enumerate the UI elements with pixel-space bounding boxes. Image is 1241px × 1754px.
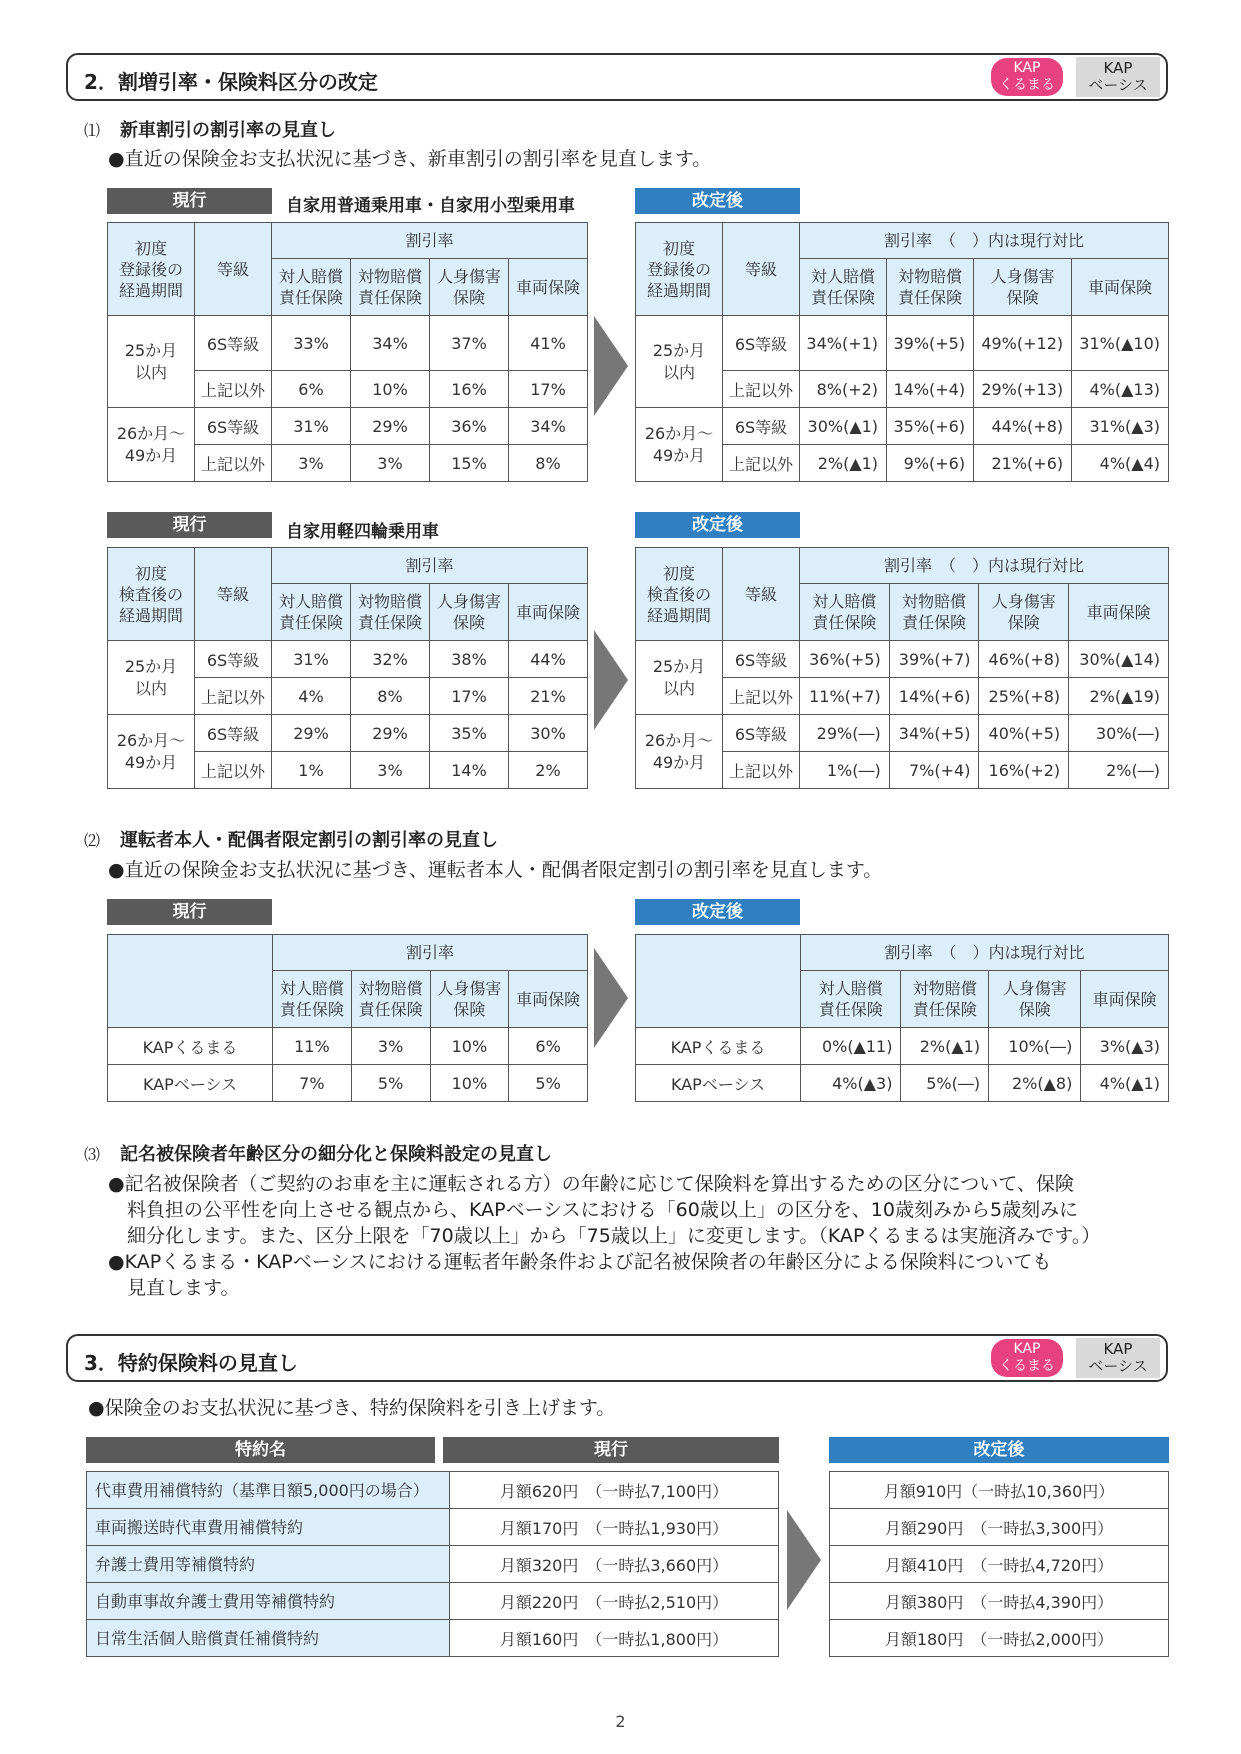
rider-current: 月額620円 （一時払7,100円） xyxy=(450,1472,779,1509)
table1-current xyxy=(107,222,588,482)
grade-other: 上記以外 xyxy=(723,371,800,408)
col-property: 対物賠償 責任保険 xyxy=(889,584,979,641)
grade-other: 上記以外 xyxy=(195,445,272,482)
table-cell: 10%(―) xyxy=(989,1028,1081,1065)
table-cell: 16%(+2) xyxy=(979,752,1069,789)
col-property: 対物賠償 責任保険 xyxy=(351,584,430,641)
grade-6s: 6S等級 xyxy=(723,408,800,445)
period-header: 初度 検査後の 経過期間 xyxy=(636,548,723,641)
table-cell: 11%(+7) xyxy=(800,678,890,715)
section-3-title: 3．特約保険料の見直し xyxy=(84,1351,298,1375)
arrow-right-icon xyxy=(594,630,628,730)
grade-6s: 6S等級 xyxy=(195,408,272,445)
table-cell: 34%(+1) xyxy=(800,316,887,371)
col-personal: 人身傷害 保険 xyxy=(989,971,1081,1028)
table3-current xyxy=(107,934,588,1102)
col-current-label: 現行 xyxy=(443,1437,779,1463)
table-cell: 5%(―) xyxy=(901,1065,989,1102)
table-cell: 3% xyxy=(351,1028,430,1065)
sub3-bullet2-line2: 見直します。 xyxy=(127,1277,240,1299)
row-label: KAPくるまる xyxy=(108,1028,273,1065)
sub2-title: 運転者本人・配偶者限定割引の割引率の見直し xyxy=(120,830,499,851)
table-cell: 36%(+5) xyxy=(800,641,890,678)
discount-rate-compare-header: 割引率 （ ）内は現行対比 xyxy=(800,223,1169,259)
col-personal: 人身傷害 保険 xyxy=(974,259,1072,316)
grade-other: 上記以外 xyxy=(195,752,272,789)
table-cell: 11% xyxy=(273,1028,352,1065)
table2-revised xyxy=(635,547,1169,789)
sub3-bullet1-line3: 細分化します。また、区分上限を「70歳以上」から「75歳以上」に変更します。（KAPくるまるは実施済みです。） xyxy=(127,1225,1101,1247)
col-vehicle: 車両保険 xyxy=(1072,259,1169,316)
table-cell: 17% xyxy=(509,371,588,408)
table-cell: 35% xyxy=(430,715,509,752)
table-cell: 34% xyxy=(509,408,588,445)
col-vehicle: 車両保険 xyxy=(509,259,588,316)
rider-current: 月額220円 （一時払2,510円） xyxy=(450,1583,779,1620)
section-3-header xyxy=(66,1334,1168,1382)
table-cell: 37% xyxy=(430,316,509,371)
grade-6s: 6S等級 xyxy=(195,316,272,371)
table-cell: 0%(▲11) xyxy=(801,1028,901,1065)
sub2-bullet: ●直近の保険金お支払状況に基づき、運転者本人・配偶者限定割引の割引率を見直します。 xyxy=(108,859,883,881)
col-property: 対物賠償 責任保険 xyxy=(901,971,989,1028)
rider-current: 月額170円 （一時払1,930円） xyxy=(450,1509,779,1546)
grade-6s: 6S等級 xyxy=(195,641,272,678)
discount-rate-compare-header: 割引率 （ ）内は現行対比 xyxy=(801,935,1169,971)
table3-revised xyxy=(635,934,1169,1102)
arrow-right-icon xyxy=(594,948,628,1048)
table-cell: 29%(+13) xyxy=(974,371,1072,408)
table-cell: 21%(+6) xyxy=(974,445,1072,482)
table-cell: 41% xyxy=(509,316,588,371)
col-bodily: 対人賠償 責任保険 xyxy=(801,971,901,1028)
table-cell: 3% xyxy=(351,752,430,789)
grade-6s: 6S等級 xyxy=(723,641,800,678)
table-cell: 17% xyxy=(430,678,509,715)
grade-6s: 6S等級 xyxy=(723,316,800,371)
rider-current: 月額320円 （一時払3,660円） xyxy=(450,1546,779,1583)
section-2-header xyxy=(66,53,1168,101)
discount-rate-header: 割引率 xyxy=(272,548,588,584)
revised-label: 改定後 xyxy=(635,512,800,538)
table-cell: 34%(+5) xyxy=(889,715,979,752)
col-bodily: 対人賠償 責任保険 xyxy=(272,259,351,316)
sub3-bullet1-line2: 料負担の公平性を向上させる観点から、KAPベーシスにおける「60歳以上」の区分を、10歳刻みから5歳刻みに xyxy=(127,1199,1079,1221)
sub1-title: 新車割引の割引率の見直し xyxy=(120,120,337,141)
table-cell: 30%(▲1) xyxy=(800,408,887,445)
blank-header xyxy=(108,935,273,1028)
col-property: 対物賠償 責任保険 xyxy=(887,259,974,316)
table-cell: 35%(+6) xyxy=(887,408,974,445)
table-cell: 44% xyxy=(509,641,588,678)
rider-name: 弁護士費用等補償特約 xyxy=(87,1546,450,1583)
period-26-49: 26か月～ 49か月 xyxy=(108,715,195,789)
table1-revised xyxy=(635,222,1169,482)
table2-current xyxy=(107,547,588,789)
table-cell: 36% xyxy=(430,408,509,445)
sub3-number: ⑶ xyxy=(84,1145,101,1164)
table-cell: 2%(▲8) xyxy=(989,1065,1081,1102)
grade-6s: 6S等級 xyxy=(195,715,272,752)
kap-kurumaru-badge: KAP くるまる xyxy=(991,1339,1063,1377)
table-cell: 30%(▲14) xyxy=(1069,641,1169,678)
table-cell: 39%(+5) xyxy=(887,316,974,371)
table-cell: 4%(▲1) xyxy=(1081,1065,1169,1102)
grade-header: 等級 xyxy=(723,223,800,316)
discount-rate-header: 割引率 xyxy=(273,935,588,971)
rider-name: 日常生活個人賠償責任補償特約 xyxy=(87,1620,450,1657)
period-25: 25か月 以内 xyxy=(108,316,195,408)
table-cell: 30%(―) xyxy=(1069,715,1169,752)
sub1-heading xyxy=(84,116,336,142)
rider-revised: 月額910円（一時払10,360円） xyxy=(830,1472,1169,1509)
table-cell: 31% xyxy=(272,641,351,678)
table-cell: 29% xyxy=(351,715,430,752)
table-cell: 2%(▲1) xyxy=(800,445,887,482)
table-cell: 7%(+4) xyxy=(889,752,979,789)
table-cell: 4% xyxy=(272,678,351,715)
table-cell: 3% xyxy=(272,445,351,482)
table-cell: 29% xyxy=(272,715,351,752)
kap-basis-badge: KAP ベーシス xyxy=(1076,57,1160,97)
grade-other: 上記以外 xyxy=(723,752,800,789)
table-cell: 5% xyxy=(351,1065,430,1102)
table-cell: 8%(+2) xyxy=(800,371,887,408)
table-cell: 1%(―) xyxy=(800,752,890,789)
sub3-title: 記名被保険者年齢区分の細分化と保険料設定の見直し xyxy=(120,1144,553,1165)
grade-header: 等級 xyxy=(723,548,800,641)
blank-header xyxy=(636,935,801,1028)
rider-name: 代車費用補償特約（基準日額5,000円の場合） xyxy=(87,1472,450,1509)
table-cell: 39%(+7) xyxy=(889,641,979,678)
table-cell: 8% xyxy=(509,445,588,482)
table-cell: 40%(+5) xyxy=(979,715,1069,752)
table-cell: 33% xyxy=(272,316,351,371)
row-label: KAPベーシス xyxy=(108,1065,273,1102)
table-cell: 5% xyxy=(509,1065,588,1102)
table-cell: 3%(▲3) xyxy=(1081,1028,1169,1065)
sub3-bullet2-line1: ●KAPくるまる・KAPベーシスにおける運転者年齢条件および記名被保険者の年齢区分による保険料についても xyxy=(108,1251,1052,1273)
table-cell: 6% xyxy=(272,371,351,408)
table-cell: 29% xyxy=(351,408,430,445)
table-cell: 9%(+6) xyxy=(887,445,974,482)
sub3-bullet1-line1: ●記名被保険者（ご契約のお車を主に運転される方）の年齢に応じて保険料を算出するための区分について、保険 xyxy=(108,1173,1074,1195)
period-26-49: 26か月～ 49か月 xyxy=(636,715,723,789)
table-cell: 30% xyxy=(509,715,588,752)
table-cell: 4%(▲4) xyxy=(1072,445,1169,482)
discount-rate-compare-header: 割引率 （ ）内は現行対比 xyxy=(800,548,1169,584)
col-vehicle: 車両保険 xyxy=(1069,584,1169,641)
rider-table-current xyxy=(86,1471,779,1657)
arrow-right-icon xyxy=(787,1510,821,1610)
sub1-bullet: ●直近の保険金お支払状況に基づき、新車割引の割引率を見直します。 xyxy=(108,148,712,170)
table-cell: 7% xyxy=(273,1065,352,1102)
grade-other: 上記以外 xyxy=(195,371,272,408)
table-cell: 44%(+8) xyxy=(974,408,1072,445)
table-cell: 10% xyxy=(430,1028,509,1065)
table-cell: 34% xyxy=(351,316,430,371)
current-label: 現行 xyxy=(107,899,272,925)
table-cell: 14%(+4) xyxy=(887,371,974,408)
kap-kurumaru-badge: KAP くるまる xyxy=(991,58,1063,96)
sub2-number: ⑵ xyxy=(84,831,101,850)
table-cell: 25%(+8) xyxy=(979,678,1069,715)
period-header: 初度 登録後の 経過期間 xyxy=(108,223,195,316)
col-vehicle: 車両保険 xyxy=(509,971,588,1028)
table-cell: 3% xyxy=(351,445,430,482)
sub1-number: ⑴ xyxy=(84,121,101,140)
period-26-49: 26か月～ 49か月 xyxy=(108,408,195,482)
table-cell: 14%(+6) xyxy=(889,678,979,715)
table-cell: 38% xyxy=(430,641,509,678)
grade-other: 上記以外 xyxy=(723,678,800,715)
table-cell: 6% xyxy=(509,1028,588,1065)
rider-name: 自動車事故弁護士費用等補償特約 xyxy=(87,1583,450,1620)
revised-label: 改定後 xyxy=(635,188,800,214)
row-label: KAPベーシス xyxy=(636,1065,801,1102)
section3-bullet: ●保険金のお支払状況に基づき、特約保険料を引き上げます。 xyxy=(88,1397,616,1419)
grade-6s: 6S等級 xyxy=(723,715,800,752)
table-cell: 2%(▲19) xyxy=(1069,678,1169,715)
period-25: 25か月 以内 xyxy=(636,641,723,715)
period-25: 25か月 以内 xyxy=(636,316,723,408)
period-25: 25か月 以内 xyxy=(108,641,195,715)
period-header: 初度 検査後の 経過期間 xyxy=(108,548,195,641)
col-personal: 人身傷害 保険 xyxy=(430,971,509,1028)
kap-basis-badge: KAP ベーシス xyxy=(1076,1338,1160,1378)
col-property: 対物賠償 責任保険 xyxy=(351,259,430,316)
discount-rate-header: 割引率 xyxy=(272,223,588,259)
table-cell: 8% xyxy=(351,678,430,715)
rider-name: 車両搬送時代車費用補償特約 xyxy=(87,1509,450,1546)
table-cell: 16% xyxy=(430,371,509,408)
table-cell: 4%(▲3) xyxy=(801,1065,901,1102)
period-26-49: 26か月～ 49か月 xyxy=(636,408,723,482)
col-vehicle: 車両保険 xyxy=(1081,971,1169,1028)
table-cell: 2%(▲1) xyxy=(901,1028,989,1065)
col-bodily: 対人賠償 責任保険 xyxy=(272,584,351,641)
col-vehicle: 車両保険 xyxy=(509,584,588,641)
col-bodily: 対人賠償 責任保険 xyxy=(800,259,887,316)
rider-revised: 月額410円 （一時払4,720円） xyxy=(830,1546,1169,1583)
page-number: 2 xyxy=(615,1712,626,1731)
table-cell: 10% xyxy=(430,1065,509,1102)
arrow-right-icon xyxy=(594,316,628,416)
rider-revised: 月額180円 （一時払2,000円） xyxy=(830,1620,1169,1657)
table-cell: 29%(―) xyxy=(800,715,890,752)
col-personal: 人身傷害 保険 xyxy=(979,584,1069,641)
col-personal: 人身傷害 保険 xyxy=(430,584,509,641)
table-cell: 31%(▲3) xyxy=(1072,408,1169,445)
table2-caption: 自家用軽四輪乗用車 xyxy=(286,522,439,542)
table1-caption: 自家用普通乗用車・自家用小型乗用車 xyxy=(286,196,575,216)
sub2-heading xyxy=(84,826,498,852)
col-revised-label: 改定後 xyxy=(829,1437,1169,1463)
table-cell: 31% xyxy=(272,408,351,445)
table-cell: 1% xyxy=(272,752,351,789)
current-label: 現行 xyxy=(107,512,272,538)
col-property: 対物賠償 責任保険 xyxy=(351,971,430,1028)
grade-other: 上記以外 xyxy=(723,445,800,482)
col-bodily: 対人賠償 責任保険 xyxy=(800,584,890,641)
table-cell: 32% xyxy=(351,641,430,678)
table-cell: 49%(+12) xyxy=(974,316,1072,371)
current-label: 現行 xyxy=(107,188,272,214)
table-cell: 46%(+8) xyxy=(979,641,1069,678)
section-2-title: 2．割増引率・保険料区分の改定 xyxy=(84,70,378,94)
grade-other: 上記以外 xyxy=(195,678,272,715)
revised-label: 改定後 xyxy=(635,899,800,925)
table-cell: 21% xyxy=(509,678,588,715)
table-cell: 15% xyxy=(430,445,509,482)
grade-header: 等級 xyxy=(195,548,272,641)
col-name-label: 特約名 xyxy=(86,1437,435,1463)
table-cell: 10% xyxy=(351,371,430,408)
col-personal: 人身傷害 保険 xyxy=(430,259,509,316)
rider-table-revised xyxy=(829,1471,1169,1657)
table-cell: 14% xyxy=(430,752,509,789)
table-cell: 31%(▲10) xyxy=(1072,316,1169,371)
sub3-heading xyxy=(84,1140,552,1166)
rider-revised: 月額290円 （一時払3,300円） xyxy=(830,1509,1169,1546)
table-cell: 2% xyxy=(509,752,588,789)
grade-header: 等級 xyxy=(195,223,272,316)
period-header: 初度 登録後の 経過期間 xyxy=(636,223,723,316)
table-cell: 4%(▲13) xyxy=(1072,371,1169,408)
col-bodily: 対人賠償 責任保険 xyxy=(273,971,352,1028)
rider-revised: 月額380円 （一時払4,390円） xyxy=(830,1583,1169,1620)
table-cell: 2%(―) xyxy=(1069,752,1169,789)
row-label: KAPくるまる xyxy=(636,1028,801,1065)
rider-current: 月額160円 （一時払1,800円） xyxy=(450,1620,779,1657)
